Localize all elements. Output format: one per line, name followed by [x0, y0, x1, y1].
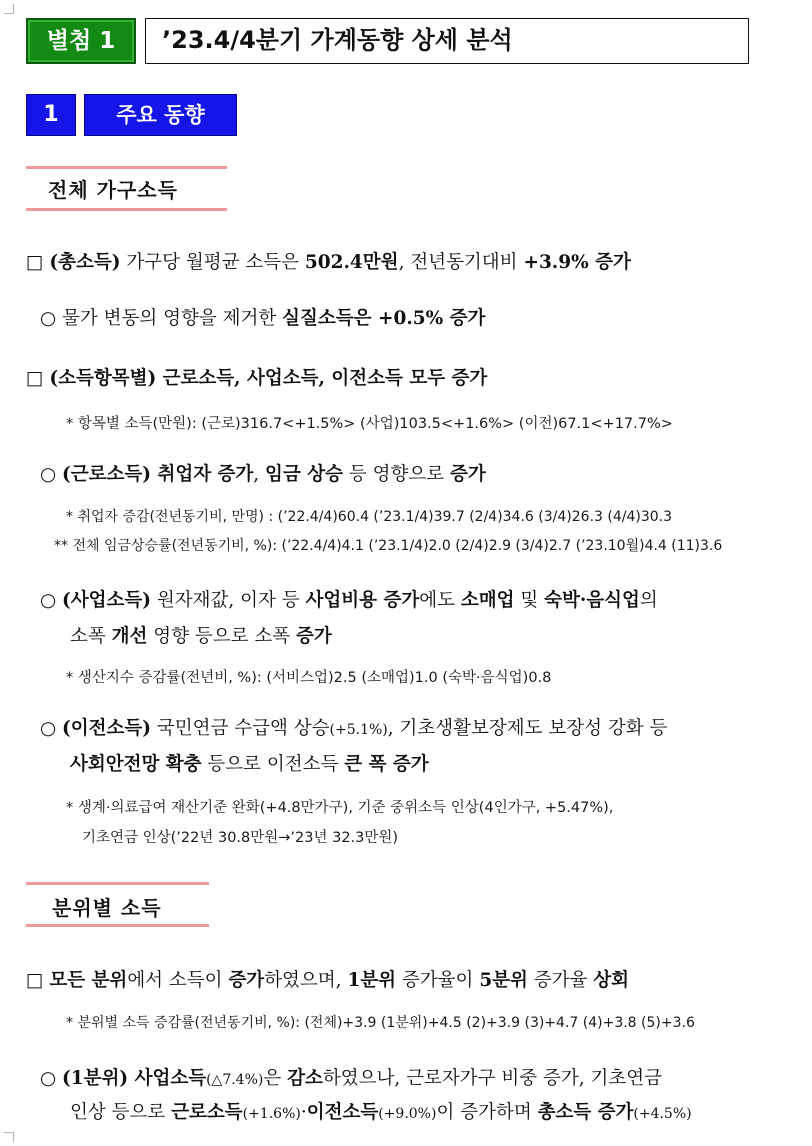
circle-bullet-icon: ○ [40, 590, 57, 611]
note-quintile-growth: * 분위별 소득 증감률(전년동기비, %): (전체)+3.9 (1분위)+4.5 (2)+3.9 (3)+4.7 (4)+3.8 (5)+3.6 [66, 1015, 695, 1031]
bullet-quintile-1-cont: 인상 등으로 근로소득(+1.6%)·이전소득(+9.0%)이 증가하며 총소득 증가(+4.5%) [70, 1102, 692, 1123]
corner-mark-bottom [4, 1132, 14, 1142]
subhead-quintile-income: 분위별 소득 [52, 896, 162, 920]
value-income: 502.4만원 [304, 252, 399, 273]
subhead-total-income: 전체 가구소득 [48, 178, 178, 202]
bullet-business-income: ○ (사업소득) 원자재값, 이자 등 사업비용 증가에도 소매업 및 숙박·음식업의 [40, 590, 658, 611]
subhead-top-rule [26, 166, 227, 169]
value-growth: +3.9% 증가 [523, 252, 631, 273]
corner-mark-top [4, 4, 14, 14]
note-income-items: * 항목별 소득(만원): (근로)316.7<+1.5%> (사업)103.5<+1.6%> (이전)67.1<+17.7%> [66, 416, 673, 432]
attachment-badge: 별첨 1 [26, 18, 136, 64]
star-icon: * [66, 670, 74, 686]
circle-bullet-icon: ○ [40, 308, 57, 329]
star-icon: * [66, 416, 74, 432]
note-production-index: * 생산지수 증감률(전년비, %): (서비스업)2.5 (소매업)1.0 (숙박·음식업)0.8 [66, 670, 552, 686]
circle-bullet-icon: ○ [40, 1068, 57, 1089]
star-icon: * [66, 509, 73, 525]
square-bullet-icon: □ [26, 368, 44, 389]
star-icon: * [66, 800, 74, 816]
section-number-badge: 1 [26, 94, 76, 136]
label-total: (총소득) [49, 252, 121, 273]
subhead-top-rule [26, 882, 209, 885]
bullet-income-items: □ (소득항목별) 근로소득, 사업소득, 이전소득 모두 증가 [26, 368, 488, 389]
bullet-quintile-1: ○ (1분위) 사업소득(△7.4%)은 감소하였으나, 근로자가구 비중 증가, 기초연금 [40, 1068, 662, 1089]
note-welfare-2: 기초연금 인상(’22년 30.8만원→’23년 32.3만원) [82, 830, 399, 846]
bullet-business-income-cont: 소폭 개선 영향 등으로 소폭 증가 [70, 626, 332, 647]
bullet-real-income: ○ 물가 변동의 영향을 제거한 실질소득은 +0.5% 증가 [40, 308, 486, 329]
note-wage-growth: ** 전체 임금상승률(전년동기비, %): (’22.4/4)4.1 (’23.1/4)2.0 (2/4)2.9 (3/4)2.7 (’23.10월)4.4 (11)3.6 [54, 538, 723, 554]
note-welfare-1: * 생계·의료급여 재산기준 완화(+4.8만가구), 기준 중위소득 인상(4인가구, +5.47%), [66, 800, 614, 816]
bullet-wage-income: ○ (근로소득) 취업자 증가, 임금 상승 등 영향으로 증가 [40, 464, 486, 485]
square-bullet-icon: □ [26, 970, 44, 991]
subhead-bottom-rule [26, 208, 227, 211]
circle-bullet-icon: ○ [40, 464, 57, 485]
square-bullet-icon: □ [26, 252, 44, 273]
circle-bullet-icon: ○ [40, 718, 57, 739]
double-star-icon: ** [54, 538, 68, 554]
section-title-badge: 주요 동향 [84, 94, 237, 136]
bullet-transfer-income: ○ (이전소득) 국민연금 수급액 상승(+5.1%), 기초생활보장제도 보장성 강화 등 [40, 718, 668, 739]
bullet-transfer-income-cont: 사회안전망 확충 등으로 이전소득 큰 폭 증가 [70, 754, 429, 775]
bullet-total-income: □ (총소득) 가구당 월평균 소득은 502.4만원, 전년동기대비 +3.9% 증가 [26, 252, 631, 273]
document-title: ’23.4/4분기 가계동향 상세 분석 [145, 18, 749, 64]
star-icon: * [66, 1015, 73, 1031]
subhead-bottom-rule [26, 924, 209, 927]
bullet-all-quintiles: □ 모든 분위에서 소득이 증가하였으며, 1분위 증가율이 5분위 증가율 상회 [26, 970, 630, 991]
note-employment: * 취업자 증감(전년동기비, 만명) : (’22.4/4)60.4 (’23.1/4)39.7 (2/4)34.6 (3/4)26.3 (4/4)30.3 [66, 509, 672, 525]
